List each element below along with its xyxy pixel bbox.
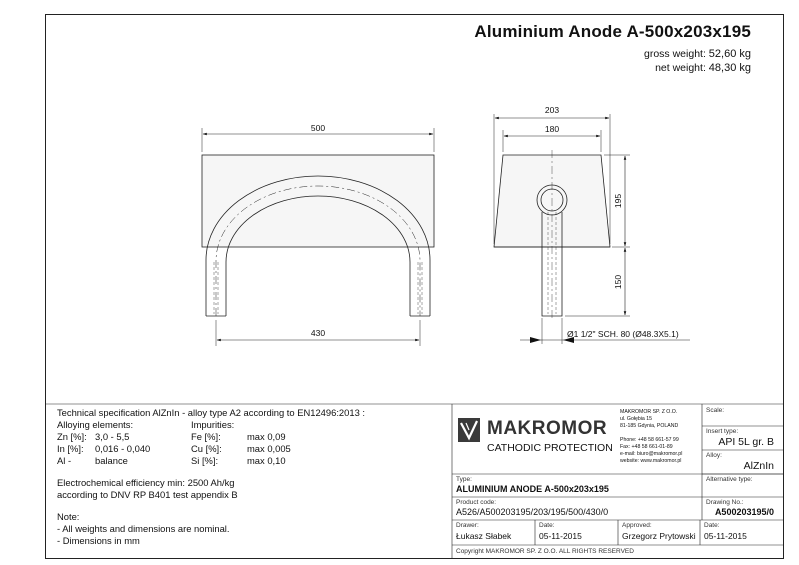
dim-203-label: 203	[544, 105, 560, 115]
element-label: Al -	[57, 455, 72, 466]
scale-label: Scale:	[706, 407, 725, 414]
dim-150-label: 150	[613, 274, 623, 290]
note-2: - Dimensions in mm	[57, 535, 140, 546]
dim-430-label: 430	[310, 328, 326, 338]
drawing-no-value: A500203195/0	[714, 507, 774, 517]
impurities-header: Impurities:	[191, 419, 235, 430]
approved-label: Approved:	[622, 522, 652, 529]
company-line: e-mail: biuro@makromor.pl	[620, 451, 683, 457]
drawing-title: Aluminium Anode A-500x203x195	[474, 22, 751, 41]
copyright-text: Copyright MAKROMOR SP. Z O.O. ALL RIGHTS RESERVED	[456, 548, 634, 555]
type-value: ALUMINIUM ANODE A-500x203x195	[456, 484, 609, 494]
element-value: 0,016 - 0,040	[95, 443, 151, 454]
note-1: - All weights and dimensions are nominal.	[57, 523, 230, 534]
company-line: Phone: +48 58 661-57 99	[620, 437, 679, 443]
company-line: ul. Gołębia 15	[620, 416, 653, 422]
impurity-value: max 0,005	[247, 443, 291, 454]
efficiency-line-2: according to DNV RP B401 test appendix B	[57, 489, 238, 500]
alloying-header: Alloying elements:	[57, 419, 134, 430]
dim-500-label: 500	[310, 123, 326, 133]
date-label: Date:	[539, 522, 555, 529]
drawer-label: Drawer:	[456, 522, 479, 529]
insert-type-value: API 5L gr. B	[718, 436, 774, 448]
element-value: 3,0 - 5,5	[95, 431, 130, 442]
net-weight-label: net weight:	[655, 62, 706, 74]
company-line: MAKROMOR SP. Z O.O.	[620, 409, 678, 415]
net-weight-value: 48,30 kg	[708, 62, 751, 74]
brand-name: MAKROMOR	[487, 418, 608, 439]
dim-195-label: 195	[613, 193, 623, 209]
insert-type-label: Insert type:	[706, 428, 739, 435]
element-label: Zn [%]:	[57, 431, 87, 442]
alloy-label: Alloy:	[706, 452, 722, 459]
impurity-label: Si [%]:	[191, 455, 219, 466]
approved-value: Grzegorz Prytowski	[622, 531, 696, 541]
brand-subtitle: CATHODIC PROTECTION	[487, 442, 613, 454]
element-value: balance	[95, 455, 128, 466]
gross-weight-label: gross weight:	[644, 48, 706, 60]
gross-weight-value: 52,60 kg	[708, 48, 751, 60]
alternative-type-label: Alternative type:	[706, 476, 753, 483]
alloy-value: AlZnIn	[743, 460, 774, 472]
date2-label: Date:	[704, 522, 720, 529]
dim-pipe-label: Ø1 1/2" SCH. 80 (Ø48.3X5.1)	[567, 329, 679, 339]
date-value: 05-11-2015	[539, 531, 582, 541]
element-label: In [%]:	[57, 443, 84, 454]
company-line: 81-185 Gdynia, POLAND	[620, 423, 679, 429]
impurity-label: Cu [%]:	[191, 443, 222, 454]
drawing-no-label: Drawing No.:	[706, 499, 744, 506]
drawer-value: Łukasz Słabek	[456, 531, 512, 541]
impurity-value: max 0,10	[247, 455, 286, 466]
dim-180-label: 180	[544, 124, 560, 134]
impurity-label: Fe [%]:	[191, 431, 221, 442]
spec-heading: Technical specification AlZnIn - alloy type A2 according to EN12496:2013 :	[57, 407, 365, 418]
efficiency-line-1: Electrochemical efficiency min: 2500 Ah/kg	[57, 477, 235, 488]
type-label: Type:	[456, 476, 472, 483]
note-title: Note:	[57, 511, 80, 522]
company-line: Fax: +48 58 661-01-89	[620, 444, 673, 450]
product-code-value: A526/A500203195/203/195/500/430/0	[456, 507, 609, 517]
company-line: website: www.makromor.pl	[620, 458, 682, 464]
date2-value: 05-11-2015	[704, 531, 747, 541]
product-code-label: Product code:	[456, 499, 497, 506]
impurity-value: max 0,09	[247, 431, 286, 442]
